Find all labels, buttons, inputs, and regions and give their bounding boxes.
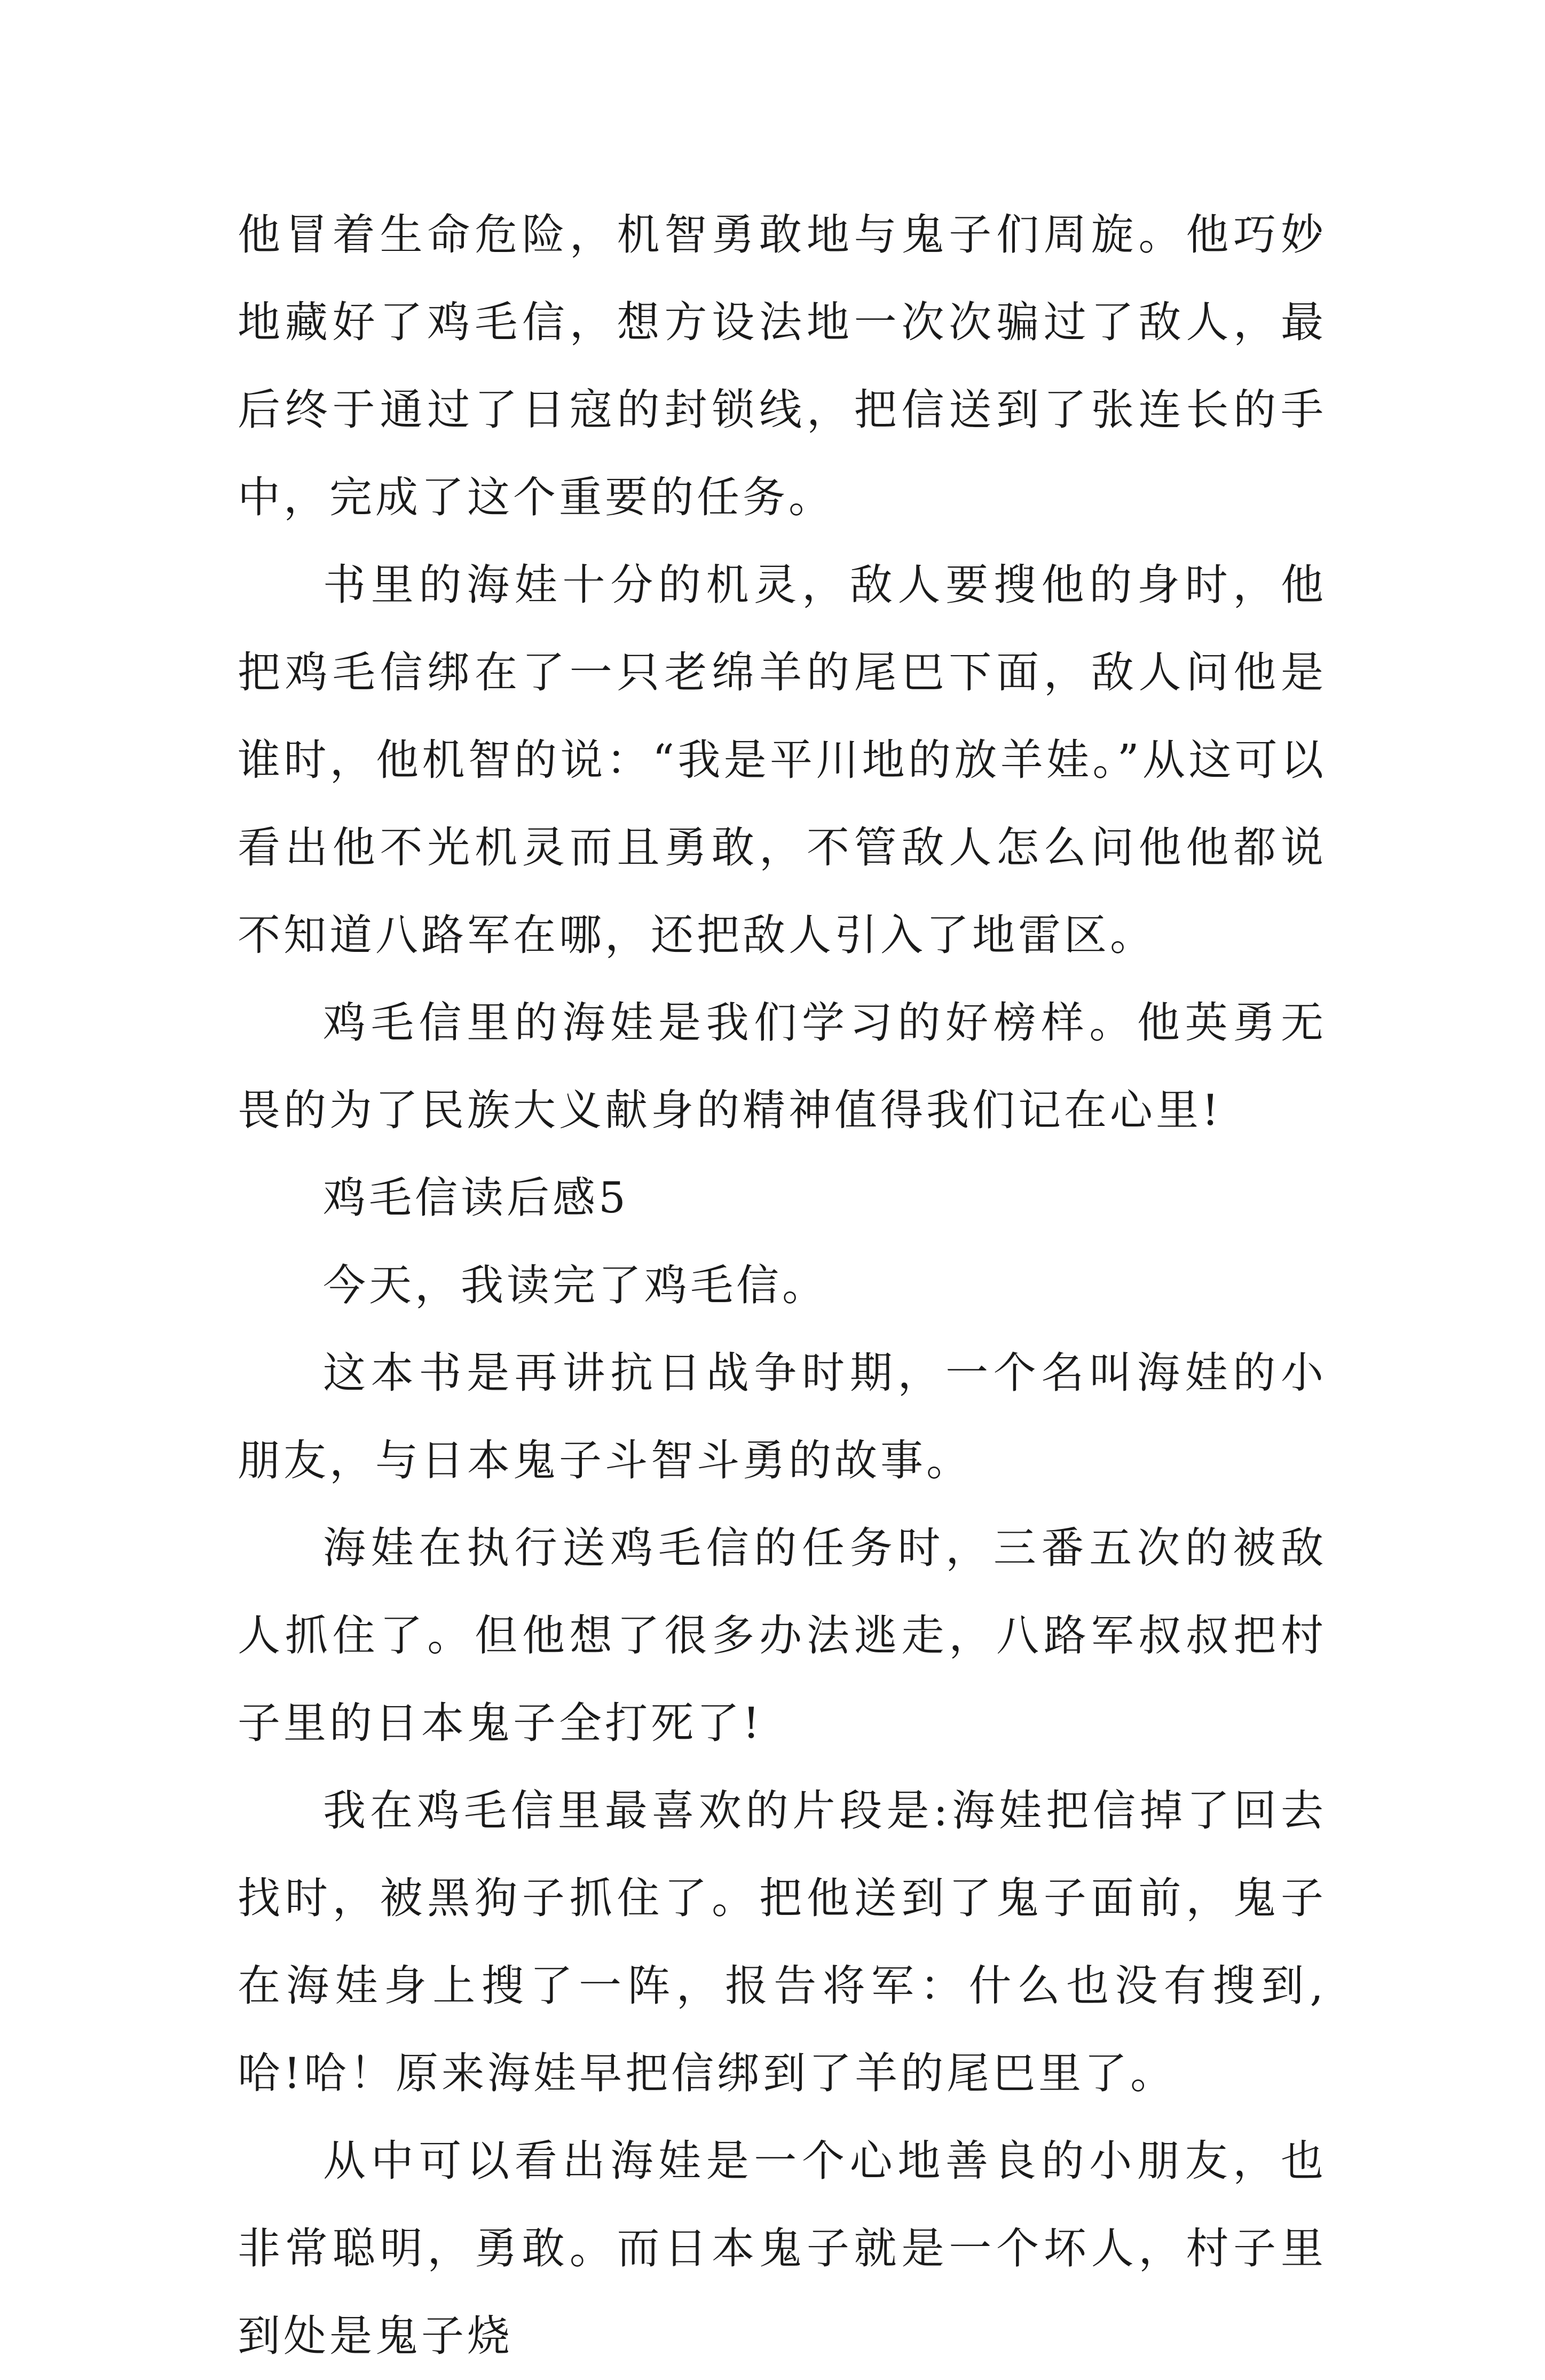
paragraph: 书里的海娃十分的机灵，敌人要搜他的身时，他把鸡毛信绑在了一只老绵羊的尾巴下面，敌人问他是谁时，他机智的说：“我是平川地的放羊娃。”从这可以看出他不光机灵而且勇敢，不管敌人怎么问他他都说不知道八路军在哪，还把敌人引入了地雷区。 (238, 560, 1327, 960)
paragraph-continuation: 他冒着生命危险，机智勇敢地与鬼子们周旋。他巧妙地藏好了鸡毛信，想方设法地一次次骗过了敌人，最后终于通过了日寇的封锁线，把信送到了张连长的手中，完成了这个重要的任务。 (238, 210, 1327, 522)
paragraph: 鸡毛信里的海娃是我们学习的好榜样。他英勇无畏的为了民族大义献身的精神值得我们记在心里! (238, 998, 1327, 1135)
paragraph: 海娃在执行送鸡毛信的任务时，三番五次的被敌人抓住了。但他想了很多办法逃走，八路军叔叔把村子里的日本鬼子全打死了! (238, 1523, 1327, 1748)
document-body (238, 191, 1327, 2380)
paragraph: 我在鸡毛信里最喜欢的片段是:海娃把信掉了回去找时，被黑狗子抓住了。把他送到了鬼子面前，鬼子在海娃身上搜了一阵，报告将军：什么也没有搜到,哈!哈！原来海娃早把信绑到了羊的尾巴里了。 (238, 1786, 1327, 2098)
paragraph: 从中可以看出海娃是一个心地善良的小朋友，也非常聪明，勇敢。而日本鬼子就是一个坏人，村子里到处是鬼子烧 (238, 2136, 1327, 2361)
section-heading: 鸡毛信读后感5 (323, 1173, 629, 1223)
paragraph: 这本书是再讲抗日战争时期，一个名叫海娃的小朋友，与日本鬼子斗智斗勇的故事。 (238, 1348, 1327, 1485)
paragraph: 今天，我读完了鸡毛信。 (323, 1260, 828, 1310)
